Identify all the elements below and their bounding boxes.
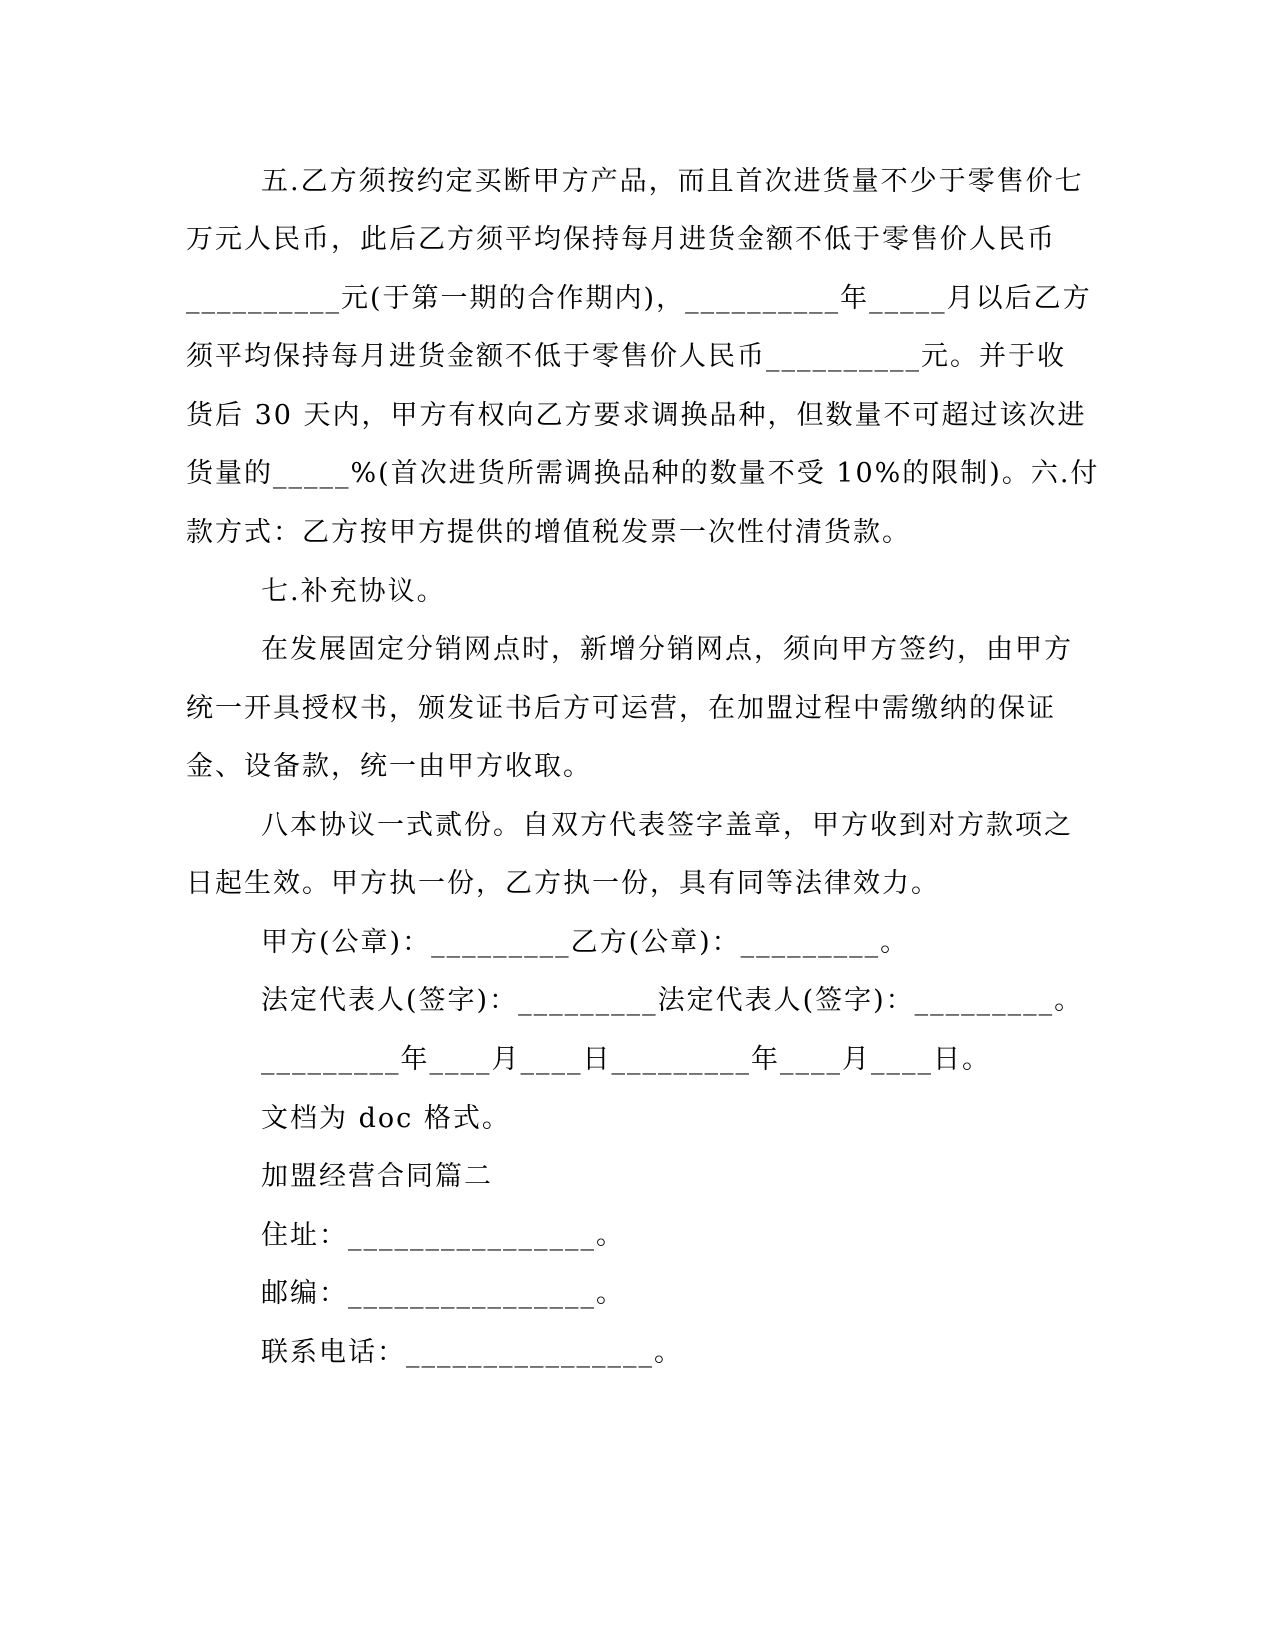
paragraph-line: 五.乙方须按约定买断甲方产品，而且首次进货量不少于零售价七 [261, 166, 1084, 197]
section-heading: 七.补充协议。 [261, 576, 446, 607]
paragraph-line: 须平均保持每月进货金额不低于零售价人民币__________元。并于收 [186, 341, 1066, 372]
postcode-field-line: 邮编：________________。 [261, 1278, 625, 1309]
paragraph-line: __________元(于第一期的合作期内)，__________年_____月以后乙方 [186, 283, 1092, 314]
paragraph-line: 万元人民币，此后乙方须平均保持每月进货金额不低于零售价人民币 [186, 224, 1056, 255]
paragraph-line: 日起生效。甲方执一份，乙方执一份，具有同等法律效力。 [186, 868, 940, 899]
paragraph-line: 统一开具授权书，颁发证书后方可运营，在加盟过程中需缴纳的保证 [186, 693, 1056, 724]
paragraph-line: 款方式：乙方按甲方提供的增值税发票一次性付清货款。 [186, 517, 911, 548]
signature-seal-line: 甲方(公章)：_________乙方(公章)：_________。 [261, 927, 910, 958]
paragraph-line: 在发展固定分销网点时，新增分销网点，须向甲方签约，由甲方 [261, 634, 1073, 665]
phone-field-line: 联系电话：________________。 [261, 1337, 683, 1368]
address-field-line: 住址：________________。 [261, 1220, 625, 1251]
format-note: 文档为 doc 格式。 [261, 1103, 511, 1134]
paragraph-line: 八本协议一式贰份。自双方代表签字盖章，甲方收到对方款项之 [261, 810, 1073, 841]
paragraph-line: 金、设备款，统一由甲方收取。 [186, 751, 592, 782]
signature-representative-line: 法定代表人(签字)：_________法定代表人(签字)：_________。 [261, 985, 1084, 1016]
signature-date-line: _________年____月____日_________年____月____日。 [261, 1044, 991, 1075]
paragraph-line: 货后 30 天内，甲方有权向乙方要求调换品种，但数量不可超过该次进 [186, 400, 1087, 431]
paragraph-line: 货量的_____%(首次进货所需调换品种的数量不受 10%的限制)。六.付 [186, 458, 1100, 489]
contract-subtitle: 加盟经营合同篇二 [261, 1161, 493, 1192]
